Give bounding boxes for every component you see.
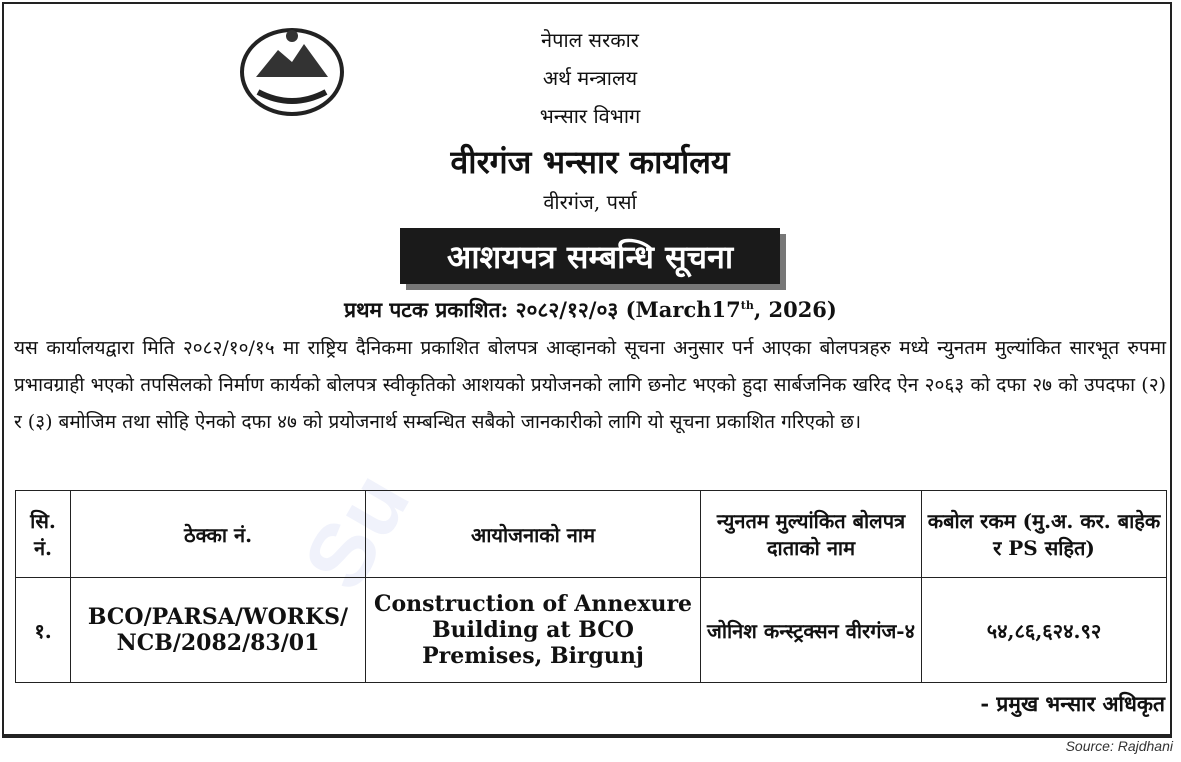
watermark: Su (285, 456, 430, 607)
notice-title-banner: आशयपत्र सम्बन्धि सूचना (400, 228, 780, 284)
source-credit: Source: Rajdhani (1065, 738, 1173, 754)
govt-line: नेपाल सरकार (541, 28, 639, 52)
table-header-row (16, 491, 1167, 578)
signature: - प्रमुख भन्सार अधिकृत (980, 691, 1165, 716)
cell-project-name: Construction of Annexure Building at BCO Premises, Birgunj (366, 578, 701, 683)
published-label: प्रथम पटक प्रकाशित: २०८२/१२/०३ (March17 (344, 297, 741, 322)
cell-contract-no: BCO/PARSA/WORKS/ NCB/2082/83/01 (71, 578, 366, 683)
department-line: भन्सार विभाग (539, 104, 641, 128)
col-sn: सि. नं. (16, 491, 71, 578)
office-location: वीरगंज, पर्सा (543, 190, 637, 214)
cell-sn: १. (16, 578, 71, 683)
cell-bidder: जोनिश कन्स्ट्रक्सन वीरगंज-४ (701, 578, 922, 683)
col-bidder: न्युनतम मुल्यांकित बोलपत्र दाताको नाम (701, 491, 922, 578)
cell-amount: ५४,८६,६२४.९२ (922, 578, 1167, 683)
office-title: वीरगंज भन्सार कार्यालय (450, 143, 730, 181)
published-date (0, 296, 1181, 324)
notice-body: यस कार्यालयद्वारा मिति २०८२/१०/१५ मा राष्ट्रिय दैनिकमा प्रकाशित बोलपत्र आव्हानको सूचना अनुसार पर्न आएका बोलपत्रहरु मध्ये न्युनतम मुल्यांकित सारभूत रुपमा प्रभावग्राही भएको तपसिलको निर्माण कार्यको बोलपत्र स्वीकृतिको आशयको प्रयोजनको लागि छनोट भएको हुदा सार्बजनिक खरिद ऐन २०६३ को दफा २७ को उपदफा (२) र (३) बमोजिम तथा सोहि ऐनको दफा ४७ को प्रयोजनार्थ सम्बन्धित सबैको जानकारीको लागि यो सूचना प्रकाशित गरिएको छ। (14, 337, 1166, 433)
ministry-line: अर्थ मन्त्रालय (542, 66, 638, 90)
published-tail: , 2026) (753, 297, 837, 322)
nepal-emblem-icon (238, 22, 346, 118)
table-row (16, 578, 1167, 683)
award-table (15, 490, 1167, 683)
col-amount: कबोल रकम (मु.अ. कर. बाहेक र PS सहित) (922, 491, 1167, 578)
col-project-name: आयोजनाको नाम (366, 491, 701, 578)
col-contract-no: ठेक्का नं. (71, 491, 366, 578)
published-sup: th (740, 299, 754, 312)
